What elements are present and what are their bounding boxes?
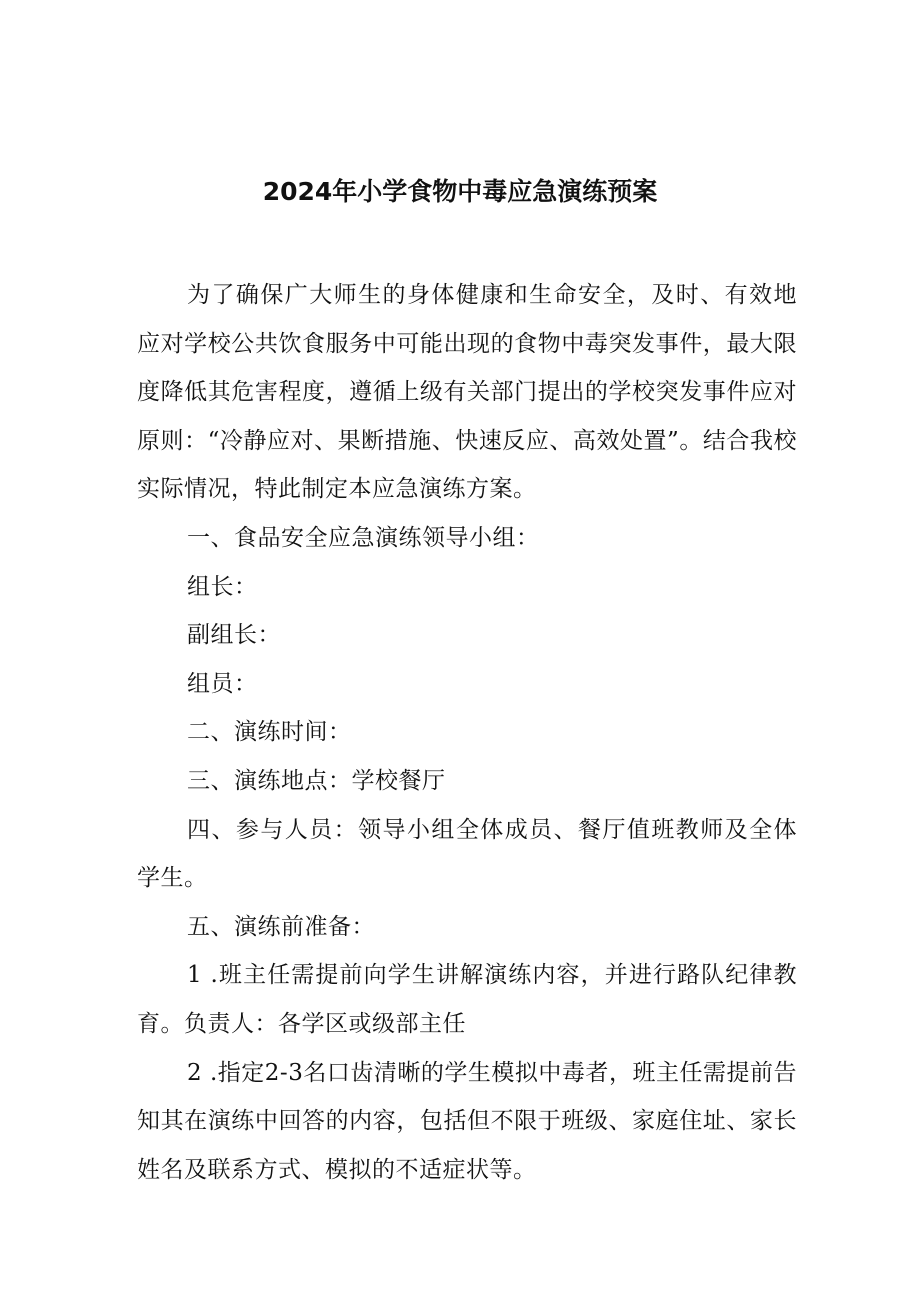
members-label: 组员： [187,670,258,697]
document-body [137,271,797,1194]
intro-paragraph: 为了确保广大师生的身体健康和生命安全，及时、有效地应对学校公共饮食服务中可能出现的食物中毒突发事件，最大限度降低其危害程度，遵循上级有关部门提出的学校突发事件应对原则：“冷静应对、果断措施、快速反应、高效处置”。结合我校实际情况，特此制定本应急演练方案。 [137,282,797,503]
leader-label: 组长： [187,573,258,600]
section-heading-participants: 四、参与人员：领导小组全体成员、餐厅值班教师及全体学生。 [137,816,797,892]
document-title: 2024年小学食物中毒应急演练预案 [262,177,658,206]
section-heading-time: 二、演练时间： [187,719,352,746]
section-heading-location: 三、演练地点：学校餐厅 [187,767,446,794]
section-heading-leadership: 一、食品安全应急演练领导小组： [187,524,540,551]
preparation-item-1: 1 .班主任需提前向学生讲解演练内容，并进行路队纪律教育。负责人：各学区或级部主任 [137,962,797,1037]
section-heading-preparation: 五、演练前准备： [187,913,375,940]
deputy-leader-label: 副组长： [187,622,281,649]
preparation-item-2: 2 .指定2-3名口齿清晰的学生模拟中毒者，班主任需提前告知其在演练中回答的内容，包括但不限于班级、家庭住址、家长姓名及联系方式、模拟的不适症状等。 [137,1059,797,1183]
